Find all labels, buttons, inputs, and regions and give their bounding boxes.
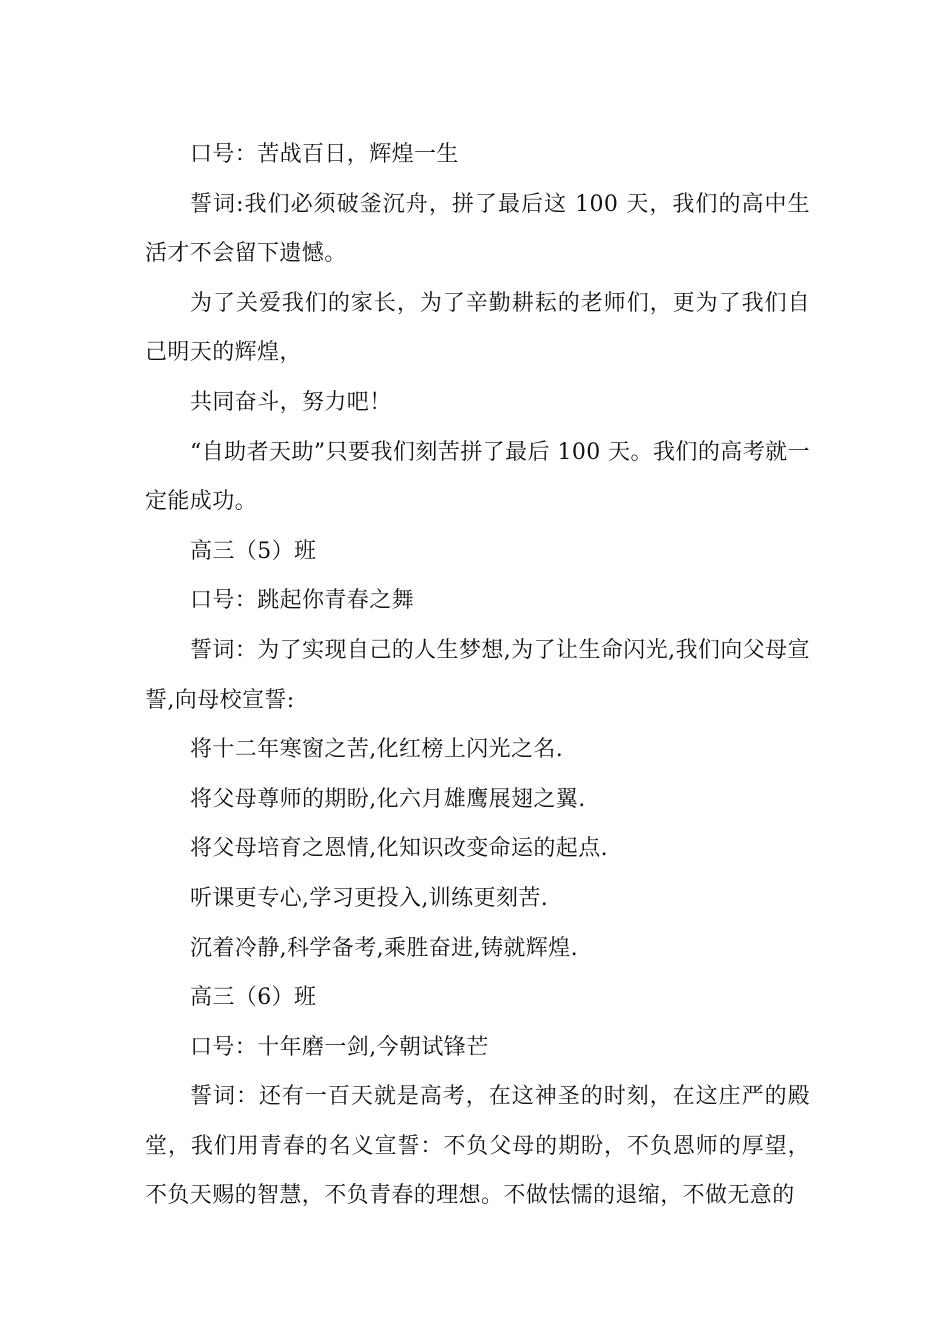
paragraph-quote: “自助者天助”只要我们刻苦拼了最后 100 天。我们的高考就一定能成功。	[145, 439, 810, 515]
paragraph-oath-5-line-4: 听课更专心,学习更投入,训练更刻苦.	[190, 885, 549, 911]
paragraph-oath-1: 誓词:我们必须破釜沉舟，拼了最后这 100 天，我们的高中生活才不会留下遗憾。	[145, 191, 810, 267]
paragraph-slogan-1: 口号：苦战百日，辉煌一生	[190, 142, 459, 167]
paragraph-oath-5-line-3: 将父母培育之恩情,化知识改变命运的起点.	[190, 836, 608, 862]
paragraph-oath-6: 誓词：还有一百天就是高考，在这神圣的时刻，在这庄严的殿堂，我们用青春的名义宣誓：不负父母的期盼，不负恩师的厚望，不负天赐的智慧，不负青春的理想。不做怯懦的退缩，不做无意的	[145, 1084, 810, 1209]
document-body	[145, 130, 810, 1221]
class-heading-5: 高三（5）班	[190, 538, 317, 564]
paragraph-cheer: 共同奋斗，努力吧！	[190, 389, 392, 415]
class-heading-6: 高三（6）班	[190, 985, 317, 1011]
paragraph-oath-5-line-1: 将十二年寒窗之苦,化红榜上闪光之名.	[190, 737, 564, 763]
paragraph-slogan-6: 口号：十年磨一剑,今朝试锋芒	[190, 1034, 489, 1060]
paragraph-slogan-5: 口号：跳起你青春之舞	[190, 588, 415, 614]
paragraph-oath-1-continued: 为了关爱我们的家长，为了辛勤耕耘的老师们，更为了我们自己明天的辉煌，	[145, 290, 810, 366]
paragraph-oath-5: 誓词：为了实现自己的人生梦想,为了让生命闪光,我们向父母宣誓,向母校宣誓:	[145, 637, 810, 713]
paragraph-oath-5-line-2: 将父母尊师的期盼,化六月雄鹰展翅之翼.	[190, 786, 586, 812]
paragraph-oath-5-line-5: 沉着冷静,科学备考,乘胜奋进,铸就辉煌.	[190, 935, 578, 961]
